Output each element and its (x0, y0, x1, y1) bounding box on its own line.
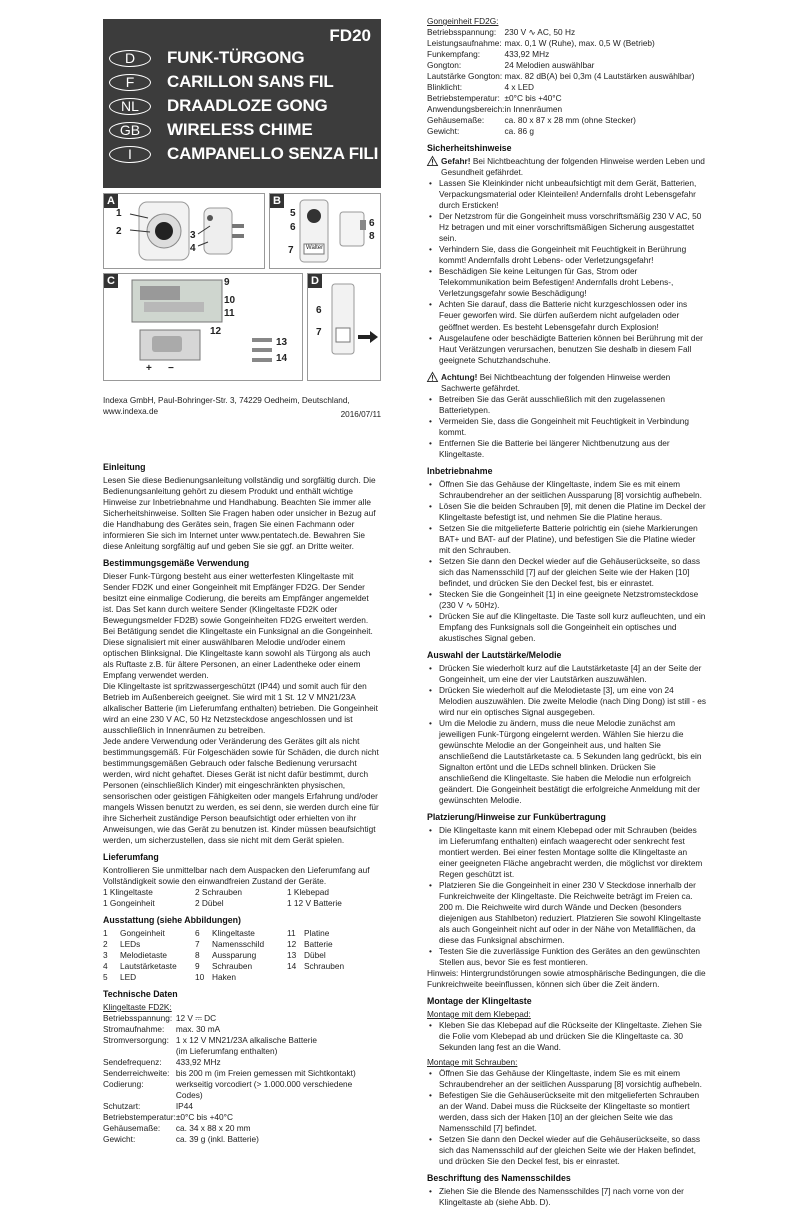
battery-minus: − (168, 363, 174, 374)
note: Hinweis: Hintergrundstörungen sowie atmosphärische Bedingungen, die die Funkreichweite beeinflussen, können sich über die Zeit ändern. (427, 968, 706, 990)
section-heading: Platzierung/Hinweise zur Funkübertragung (427, 812, 606, 823)
spec-value: ±0°C bis +40°C (504, 93, 562, 104)
spec-value: 230 V ∿ AC, 50 Hz (504, 27, 576, 38)
callout-9: 9 (224, 277, 230, 288)
list-item: • Entfernen Sie die Batterie bei längerer Nichtbenutzung aus der Klingeltaste. (427, 438, 707, 460)
spec-row (427, 104, 707, 115)
spec-row (103, 1068, 381, 1079)
list-item: • Öffnen Sie das Gehäuse der Klingeltaste, indem Sie es mit einem Schraubendreher an der seitlichen Aussparung [8] vorsichtig aufhebeln. (427, 1068, 707, 1090)
figure-label: A (104, 194, 118, 208)
title-block (103, 19, 381, 188)
lang-row-it (109, 144, 378, 164)
part-number: 6 (195, 927, 200, 938)
spec-row (427, 126, 707, 137)
lang-code: NL (109, 98, 151, 115)
sub-heading: Klingeltaste FD2K: (103, 1001, 172, 1012)
part-name: Klingeltaste (212, 927, 255, 938)
spec-label: Schutzart: (103, 1101, 141, 1111)
part-number: 3 (103, 949, 108, 960)
callout-6: 6 (290, 222, 296, 233)
part-number: 5 (103, 972, 108, 982)
part-number: 9 (195, 960, 200, 971)
part-name: Lautstärketaste (120, 960, 177, 971)
part-name: Namensschild (212, 938, 265, 949)
figure-b (269, 193, 381, 269)
list-item: • Lassen Sie Kleinkinder nicht unbeaufsichtigt mit dem Gerät, Batterien, Verpackungsmaterial oder Kleinteilen! Andernfalls droht Lebensgefahr durch Ersticken! (427, 178, 707, 211)
spec-row (427, 49, 707, 60)
spec-table (427, 27, 707, 137)
list-item: • Vermeiden Sie, dass die Gongeinheit mit Feuchtigkeit in Verbindung kommt. (427, 416, 707, 438)
bullet-list (427, 178, 707, 366)
spec-label (103, 1046, 176, 1057)
spec-row (427, 27, 707, 38)
spec-label: Blinklicht: (427, 82, 463, 93)
spec-label: Betriebstemperatur: (103, 1112, 176, 1123)
spec-row (103, 1057, 381, 1068)
spec-value: 1 x 12 V MN21/23A alkalische Batterie (175, 1034, 317, 1045)
figure-a (103, 193, 265, 269)
spec-value: max. 30 mA (175, 1023, 221, 1034)
danger-notice (427, 156, 707, 178)
list-item: • Setzen Sie dann den Deckel wieder auf die Gehäuserückseite, so dass sich das Namensschild auf der gleichen Seite wie der Haken befindet, und drücken Sie den Deckel fest, bis er einrastet. (427, 1134, 707, 1167)
warning-icon (427, 372, 438, 382)
spec-label: Funkempfang: (427, 49, 481, 60)
circuit-board-illustration (104, 274, 304, 382)
bullet-list (427, 394, 707, 460)
callout-6b: 6 (369, 218, 375, 229)
section-heading: Sicherheitshinweise (427, 143, 512, 154)
warning-icon (427, 156, 438, 166)
part-number: 8 (195, 949, 200, 960)
spec-row (427, 38, 707, 49)
spec-value: 433,92 MHz (175, 1056, 221, 1067)
part-name: Schrauben (212, 960, 253, 971)
callout-12: 12 (210, 326, 222, 337)
list-item: • Testen Sie die zuverlässige Funktion des Gerätes an den gewünschten Stellen aus, bevor Sie es fest montieren. (427, 946, 707, 968)
paragraph: Die Klingeltaste ist spritzwassergeschützt (IP44) und somit auch für den Betrieb im Außenbereich geeignet. Sie wird mit 1 St. 12 V MN21/23A alkalischer Batterie (im Lieferumfang enthalten) betrieben. Die Gongeinheit wird an eine 230 V AC, 50 Hz Netzsteckdose angeschlossen und ist ausschließlich in Innenräumen zu betreiben. (103, 680, 378, 736)
list-item: • Lösen Sie die beiden Schrauben [9], mit denen die Platine im Deckel der Klingeltaste befestigt ist, und nehmen Sie die Platine heraus. (427, 501, 707, 523)
figure-label: B (270, 194, 284, 208)
spec-value: in Innenräumen (504, 104, 563, 115)
part-name: Melodietaste (120, 949, 168, 960)
list-item: 1 Klingeltaste (103, 887, 153, 898)
list-item: 1 Klebepad (287, 887, 329, 898)
part-number: 12 (287, 938, 297, 949)
section-heading: Lieferumfang (103, 852, 159, 863)
callout-1: 1 (116, 208, 122, 219)
spec-label: Stromaufnahme: (103, 1023, 165, 1034)
spec-label: Gehäusemaße: (103, 1123, 161, 1134)
spec-label: Betriebsspannung: (103, 1012, 173, 1023)
list-item: • Verhindern Sie, dass die Gongeinheit mit Feuchtigkeit in Berührung kommt! Andernfalls droht Lebens- oder Verletzungsgefahr! (427, 244, 707, 266)
list-item: • Die Klingeltaste kann mit einem Klebepad oder mit Schrauben (beides im Lieferumfang enthalten) einfach waagerecht oder senkrecht fest montiert werden. Bei einer festen Montage sollte die Klingeltaste an einer geeigneten Fläche angebracht werden, die möglichst vor direktem Regen geschützt ist. (427, 825, 707, 880)
spec-label: Anwendungsbereich: (427, 104, 505, 115)
lang-row-nl (109, 96, 328, 116)
part-name: Batterie (304, 938, 333, 949)
section-heading: Technische Daten (103, 989, 178, 1000)
bullet-list (427, 825, 707, 968)
spec-row (427, 71, 707, 82)
spec-label: Senderreichweite: (103, 1067, 170, 1078)
list-item: • Ziehen Sie die Blende des Namensschildes [7] nach vorne von der Klingeltaste ab (siehe Abb. D). (427, 1186, 707, 1208)
section-heading: Ausstattung (siehe Abbildungen) (103, 915, 241, 926)
section-heading: Inbetriebnahme (427, 465, 493, 476)
list-item: • Drücken Sie wiederholt auf die Melodietaste [3], um eine von 24 Melodien auszuwählen. Die zweite Melodie (nach Ding Dong) ist still - es wird nur ein optisches Signal ausgegeben. (427, 685, 707, 718)
list-item: • Der Netzstrom für die Gongeinheit muss vorschriftsmäßig 230 V AC, 50 Hz betragen und mit einer vorschriftsmäßigen Sicherung ausgestattet sein. (427, 211, 707, 244)
spec-table (103, 1013, 381, 1145)
list-item: 1 Gongeinheit (103, 898, 155, 909)
spec-value: max. 82 dB(A) bei 0,3m (4 Lautstärken auswählbar) (504, 71, 695, 82)
spec-label: Gewicht: (103, 1134, 136, 1145)
spec-label: Gongton: (427, 60, 462, 71)
spec-label: Leistungsaufnahme: (427, 38, 502, 49)
list-item: • Um die Melodie zu ändern, muss die neue Melodie zunächst am jeweiligen Funk-Türgong eingelernt werden. Wählen Sie hierzu die gewünschte Melodie an der Gongeinheit aus, und halten Sie anschließend die Lautstärketaste ca. 5 Sekunden lang gedrückt, bis ein Signalton ertönt und die LEDs schnell blinken. Drücken Sie anschließend die Klingeltaste. Sie haben die Melodie nun erfolgreich geändert. Die Gongeinheit bestätigt die erfolgreiche Anmeldung mit der gewünschten Melodie. (427, 718, 707, 806)
list-item: • Betreiben Sie das Gerät ausschließlich mit den zugelassenen Batterietypen. (427, 394, 707, 416)
part-name: Dübel (304, 949, 326, 960)
section-heading: Montage der Klingeltaste (427, 996, 532, 1007)
part-number: 14 (287, 960, 297, 971)
lang-title: DRAADLOZE GONG (167, 95, 328, 115)
list-item: • Platzieren Sie die Gongeinheit in einer 230 V Steckdose innerhalb der Funkreichweite der Klingeltaste. Die Reichweite beträgt im Freien ca. 200 m. Die Reichweite wird durch Wände und Decken (besonders diejenigen aus Stahlbeton) reduziert. Platzieren Sie sowohl Klingeltaste als auch Gongeinheit nicht auf oder in der Nähe von Metallflächen, da diese das Funksignal abschirmen. (427, 880, 707, 946)
paragraph: Lesen Sie diese Bedienungsanleitung vollständig und sorgfältig durch. Die Bedienungsanleitung gehört zu diesem Produkt und enthält wichtige Hinweise zur Inbetriebnahme und Handhabung. Beachten Sie immer alle Sicherheitshinweise. Sollten Sie Fragen haben oder unsicher in Bezug auf die Handhabung des Gerätes sein, fragen Sie einen Fachmann oder informieren Sie sich im Internet unter www.pentatech.de. Bewahren Sie diese Anleitung sorgfältig auf und geben Sie sie ggf. an Dritte weiter. (103, 474, 376, 551)
callout-8: 8 (369, 231, 375, 242)
list-item: • Setzen Sie dann den Deckel wieder auf die Gehäuserückseite, so dass sich das Namensschild [7] auf der gleichen Seite wie der Haken [10] befindet, und drücken Sie den Deckel fest, bis er einrastet. (427, 556, 707, 589)
callout-11: 11 (224, 308, 235, 319)
callout-13: 13 (276, 337, 288, 348)
part-name: Aussparung (212, 949, 257, 960)
part-number: 1 (103, 927, 108, 938)
lang-row-de (109, 48, 304, 68)
list-item: • Kleben Sie das Klebepad auf die Rückseite der Klingeltaste. Ziehen Sie die Folie vom Klebepad ab und drücken Sie die Klingeltaste ca. 30 Sekunden lang fest an die Wand. (427, 1020, 707, 1053)
document-date: 2016/07/11 (340, 410, 381, 419)
company-address: Indexa GmbH, Paul-Bohringer-Str. 3, 74229 Oedheim, Deutschland, www.indexa.de (103, 396, 350, 416)
right-column (427, 16, 707, 1208)
name-plate-text: Walter (306, 245, 324, 251)
part-name: Haken (212, 972, 236, 982)
spec-row (103, 1046, 381, 1057)
section-heading: Beschriftung des Namensschildes (427, 1173, 571, 1184)
battery-plus: + (146, 363, 152, 374)
part-name (304, 972, 379, 983)
list-item: 2 Schrauben (195, 887, 243, 898)
spec-value: max. 0,1 W (Ruhe), max. 0,5 W (Betrieb) (504, 38, 655, 49)
bullet-list (427, 1020, 707, 1053)
part-number: 4 (103, 960, 108, 971)
spec-row (103, 1134, 381, 1145)
callout-6c: 6 (316, 305, 322, 316)
doorbell-illustration (270, 194, 382, 270)
spec-value: werkseitig vorcodiert (> 1.000.000 verschiedene Codes) (175, 1078, 353, 1100)
spec-row (427, 115, 707, 126)
part-number: 10 (195, 972, 205, 982)
caution-notice (427, 372, 707, 394)
lang-title: CAMPANELLO SENZA FILI (167, 143, 379, 163)
spec-label: Betriebstemperatur: (427, 93, 500, 104)
spec-row (427, 60, 707, 71)
part-name: Gongeinheit (120, 927, 165, 938)
sub-heading: Gongeinheit FD2G: (427, 16, 499, 26)
list-item: • Stecken Sie die Gongeinheit [1] in eine geeignete Netzstromsteckdose (230 V ∿ 50Hz). (427, 589, 707, 611)
section-heading: Auswahl der Lautstärke/Melodie (427, 650, 562, 661)
callout-14: 14 (276, 353, 288, 364)
figure-label: D (308, 274, 322, 288)
callout-7: 7 (288, 245, 294, 256)
section-heading: Einleitung (103, 462, 146, 472)
callout-3: 3 (190, 230, 196, 241)
spec-row (103, 1101, 381, 1112)
part-name: LEDs (120, 938, 141, 949)
spec-row (103, 1024, 381, 1035)
callout-4: 4 (190, 243, 196, 254)
callout-5: 5 (290, 208, 296, 219)
spec-value: ca. 34 x 88 x 20 mm (175, 1123, 251, 1134)
spec-row (103, 1079, 381, 1101)
part-number: 11 (287, 927, 296, 938)
spec-value: ca. 80 x 87 x 28 mm (ohne Stecker) (504, 115, 636, 126)
list-item: • Drücken Sie auf die Klingeltaste. Die Taste soll kurz aufleuchten, und ein Empfang des Funksignals soll die Gongeinheit ein optisches und akustisches Signal geben. (427, 611, 707, 644)
paragraph: Gefahr! Bei Nichtbeachtung der folgenden Hinweise werden Leben und Gesundheit gefährdet. (441, 156, 705, 178)
spec-value: 433,92 MHz (504, 49, 550, 60)
part-name: Schrauben (304, 960, 345, 971)
part-name: Platine (304, 927, 330, 938)
spec-label: Sendefrequenz: (103, 1056, 162, 1067)
callout-10: 10 (224, 295, 236, 306)
spec-label: Betriebsspannung: (427, 27, 497, 38)
lang-title: CARILLON SANS FIL (167, 71, 334, 91)
sub-heading: Montage mit dem Klebepad: (427, 1008, 531, 1019)
section-heading: Bestimmungsgemäße Verwendung (103, 557, 250, 568)
spec-value: 4 x LED (504, 82, 535, 93)
lang-code: F (109, 74, 151, 91)
spec-label: Stromversorgung: (103, 1034, 169, 1045)
list-item: • Ausgelaufene oder beschädigte Batterien können bei Berührung mit der Haut Verätzungen verursachen, benutzen Sie deshalb in diesem Fall geeignete Schutzhandschuhe. (427, 333, 707, 366)
spec-value: ±0°C bis +40°C (175, 1112, 233, 1123)
figure-d (307, 273, 381, 381)
lang-row-fr (109, 72, 334, 92)
paragraph: Achtung! Bei Nichtbeachtung der folgenden Hinweise werden Sachwerte gefährdet. (441, 371, 671, 393)
list-item: • Achten Sie darauf, dass die Batterie nicht kurzgeschlossen oder ins Feuer geworfen wird. Sie dürfen außerdem nicht aufgeladen oder geöffnet werden. Es besteht Lebensgefahr durch Explosion! (427, 299, 707, 332)
model-number: FD20 (329, 26, 371, 45)
spec-row (103, 1123, 381, 1134)
spec-row (103, 1112, 381, 1123)
spec-value: 24 Melodien auswählbar (504, 60, 595, 71)
lang-title: FUNK-TÜRGONG (167, 47, 305, 67)
parts-list (103, 928, 381, 983)
list-item: • Beschädigen Sie keine Leitungen für Gas, Strom oder Telekommunikation beim Befestigen! Andernfalls droht Lebens-, Verletzungsgefahr sowie Beschädigung! (427, 266, 707, 299)
lang-row-gb (109, 120, 313, 140)
spec-label: Gehäusemaße: (427, 115, 485, 126)
list-item: 1 12 V Batterie (287, 898, 342, 909)
paragraph: Kontrollieren Sie unmittelbar nach dem Auspacken den Lieferumfang auf Vollständigkeit sowie den einwandfreien Zustand der Geräte. (103, 865, 370, 887)
spec-row (103, 1035, 381, 1046)
spec-row (103, 1013, 381, 1024)
lang-title: WIRELESS CHIME (167, 119, 313, 139)
part-name: LED (120, 972, 137, 982)
paragraph: Bei Betätigung sendet die Klingeltaste ein Funksignal an die Gongeinheit. Diese signalisiert mit einer auswählbaren Melodie und/oder einem optischen Blinksignal. Die Klingeltaste kann sowohl als Türgong als auch als Ruftaste z.B. für ältere Personen, an einer Ladentheke oder einem Empfang verwendet werden. (103, 625, 373, 680)
delivery-list (103, 887, 381, 909)
gong-unit-illustration (104, 194, 266, 270)
spec-value: IP44 (175, 1101, 193, 1111)
spec-label: Lautstärke Gongton: (427, 71, 503, 82)
list-item: • Öffnen Sie das Gehäuse der Klingeltaste, indem Sie es mit einem Schraubendreher an der seitlichen Aussparung [8] vorsichtig aufhebeln. (427, 479, 707, 501)
lang-code: D (109, 50, 151, 67)
paragraph: Dieser Funk-Türgong besteht aus einer wetterfesten Klingeltaste mit Sender FD2K und einer Gongeinheit mit Empfänger FD2G. Der Sender besitzt eine einmalige Codierung, die bereits am Empfänger angemeldet ist. Das Set kann durch weitere Sender (Klingeltaste FD2K oder Bewegungsmelder FD2B) sowie Gongeinheiten FD2G erweitert werden. (103, 570, 369, 625)
callout-2: 2 (116, 226, 122, 237)
list-item: • Drücken Sie wiederholt kurz auf die Lautstärketaste [4] an der Seite der Gongeinheit, um eine der vier Lautstärken auszuwählen. (427, 663, 707, 685)
bullet-list (427, 663, 707, 806)
spec-label: Gewicht: (427, 126, 460, 137)
spec-value: bis 200 m (im Freien gemessen mit Sichtkontakt) (175, 1067, 356, 1078)
figure-label: C (104, 274, 118, 288)
list-item: 2 Dübel (195, 898, 224, 909)
spec-value: (im Lieferumfang enthalten) (175, 1045, 278, 1056)
spec-row (427, 82, 707, 93)
list-item: • Setzen Sie die mitgelieferte Batterie polrichtig ein (siehe Markierungen BAT+ und BAT- auf der Platine), und befestigen Sie die Platine wieder mit den Schrauben. (427, 523, 707, 556)
part-number (287, 972, 304, 983)
list-item: • Befestigen Sie die Gehäuserückseite mit den mitgelieferten Schrauben an der Wand. Dabei muss die Rückseite der Klingeltaste so montiert werden, dass sich der Haken [10] an der gleichen Seite wie das Namensschild [7] befindet. (427, 1090, 707, 1134)
spec-label: Codierung: (103, 1078, 144, 1089)
part-number: 2 (103, 938, 108, 949)
lang-code: I (109, 146, 151, 163)
part-number: 13 (287, 949, 297, 960)
bullet-list (427, 1068, 707, 1167)
spec-value: 12 V ⎓ DC (175, 1012, 217, 1023)
part-number: 7 (195, 938, 200, 949)
paragraph: Jede andere Verwendung oder Veränderung des Gerätes gilt als nicht bestimmungsgemäß. Für Folgeschäden sowie für Schäden, die durch nicht bestimmungsgemäßen Gebrauch oder falsche Bedienung verursacht werden, wird nicht gehaftet. Dieses Gerät ist nicht dafür bestimmt, durch Personen (einschließlich Kinder) mit eingeschränkten physischen, sensorischen oder geistigen Fähigkeiten oder mangels Erfahrung und/oder mangels Wissen benutzt zu werden, es sei denn, sie werden durch eine für ihre Sicherheit zuständige Person beaufsichtigt oder erhielten von ihr Anweisungen, wie das Gerät zu benutzen ist. Kinder müssen beaufsichtigt werden, um sicherzustellen, dass sie nicht mit dem Gerät spielen. (103, 736, 379, 846)
spec-value: ca. 39 g (inkl. Batterie) (175, 1134, 259, 1145)
lang-code: GB (109, 122, 151, 139)
figures (103, 193, 381, 381)
bullet-list (427, 1186, 707, 1208)
left-column (103, 462, 381, 1145)
callout-7b: 7 (316, 327, 322, 338)
bullet-list (427, 479, 707, 644)
figure-c (103, 273, 303, 381)
spec-value: ca. 86 g (504, 126, 535, 137)
sub-heading: Montage mit Schrauben: (427, 1057, 518, 1068)
spec-row (427, 93, 707, 104)
